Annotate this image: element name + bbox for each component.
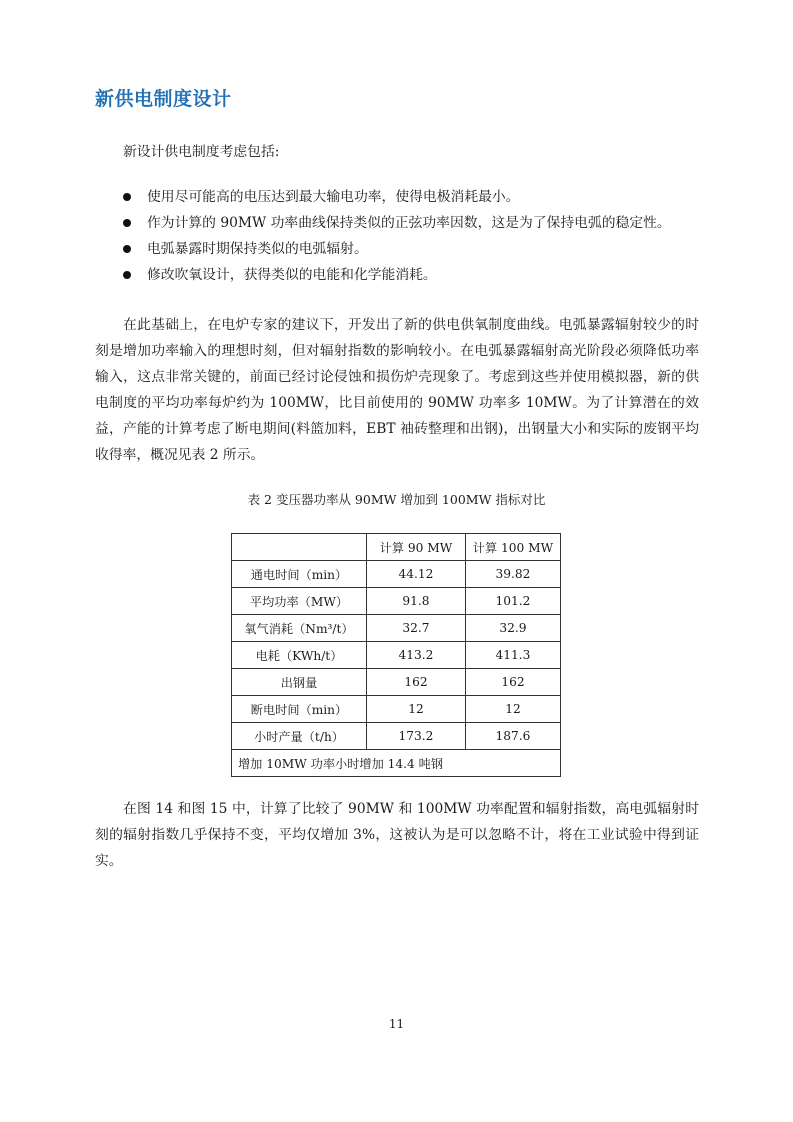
table-cell: 187.6	[466, 723, 561, 750]
section-heading: 新供电制度设计	[95, 88, 232, 110]
list-item-text: 修改吹氧设计，获得类似的电能和化学能消耗。	[147, 267, 437, 283]
table-header-cell: 计算 100 MW	[466, 534, 561, 561]
table-cell: 101.2	[466, 588, 561, 615]
bullet-icon	[123, 193, 131, 201]
bullet-icon	[123, 271, 131, 279]
table-cell: 162	[367, 669, 466, 696]
bullet-list	[95, 184, 705, 288]
table-row	[232, 696, 561, 723]
table-header-row	[232, 534, 561, 561]
page-number: 11	[388, 1017, 405, 1031]
table-cell: 平均功率（MW）	[232, 588, 367, 615]
table-row	[232, 561, 561, 588]
table-cell: 氧气消耗（Nm³/t）	[232, 615, 367, 642]
list-item	[95, 236, 705, 262]
table-cell: 32.7	[367, 615, 466, 642]
table-cell: 通电时间（min）	[232, 561, 367, 588]
list-item	[95, 262, 705, 288]
table-header-cell	[232, 534, 367, 561]
table-cell: 162	[466, 669, 561, 696]
table-header-cell: 计算 90 MW	[367, 534, 466, 561]
table-cell: 12	[367, 696, 466, 723]
table-row	[232, 669, 561, 696]
table-cell: 91.8	[367, 588, 466, 615]
table-row	[232, 642, 561, 669]
list-item	[95, 210, 705, 236]
bullet-icon	[123, 219, 131, 227]
table-cell: 44.12	[367, 561, 466, 588]
body-paragraph: 在此基础上，在电炉专家的建议下，开发出了新的供电供氧制度曲线。电弧暴露辐射较少的时刻是增加功率输入的理想时刻，但对辐射指数的影响较小。在电弧暴露辐射高光阶段必须降低功率输入，这点非常关键的，前面已经讨论侵蚀和损伤炉壳现象了。考虑到这些并使用模拟器，新的供电制度的平均功率每炉约为 100MW，比目前使用的 90MW 功率多 10MW。为了计算潜在的效益，产能的计算考虑了断电期间(料篮加料，EBT 袖砖整理和出钢)，出钢量大小和实际的废钢平均收得率，概况见表 2 所示。	[95, 317, 699, 463]
table-cell: 出钢量	[232, 669, 367, 696]
table-cell: 413.2	[367, 642, 466, 669]
table-cell: 173.2	[367, 723, 466, 750]
list-item	[95, 184, 705, 210]
table-row	[232, 615, 561, 642]
body-paragraph: 在图 14 和图 15 中，计算了比较了 90MW 和 100MW 功率配置和辐射指数，高电弧辐射时刻的辐射指数几乎保持不变，平均仅增加 3%，这被认为是可以忽略不计，将在工业试验中得到证实。	[95, 801, 699, 869]
table-cell: 39.82	[466, 561, 561, 588]
table-cell: 32.9	[466, 615, 561, 642]
table-cell: 12	[466, 696, 561, 723]
table-row	[232, 723, 561, 750]
table-cell: 411.3	[466, 642, 561, 669]
table-row	[232, 588, 561, 615]
list-item-text: 电弧暴露时期保持类似的电弧辐射。	[147, 241, 368, 257]
list-item-text: 使用尽可能高的电压达到最大输电功率，使得电极消耗最小。	[147, 189, 520, 205]
table-note: 增加 10MW 功率小时增加 14.4 吨钢	[232, 750, 561, 777]
table-cell: 电耗（KWh/t）	[232, 642, 367, 669]
comparison-table	[231, 533, 561, 777]
table-cell: 小时产量（t/h）	[232, 723, 367, 750]
list-item-text: 作为计算的 90MW 功率曲线保持类似的正弦功率因数，这是为了保持电弧的稳定性。	[147, 215, 671, 231]
table-cell: 断电时间（min）	[232, 696, 367, 723]
table-caption: 表 2 变压器功率从 90MW 增加到 100MW 指标对比	[247, 492, 546, 507]
bullet-icon	[123, 245, 131, 253]
intro-paragraph: 新设计供电制度考虑包括:	[123, 144, 280, 160]
table-note-row	[232, 750, 561, 777]
